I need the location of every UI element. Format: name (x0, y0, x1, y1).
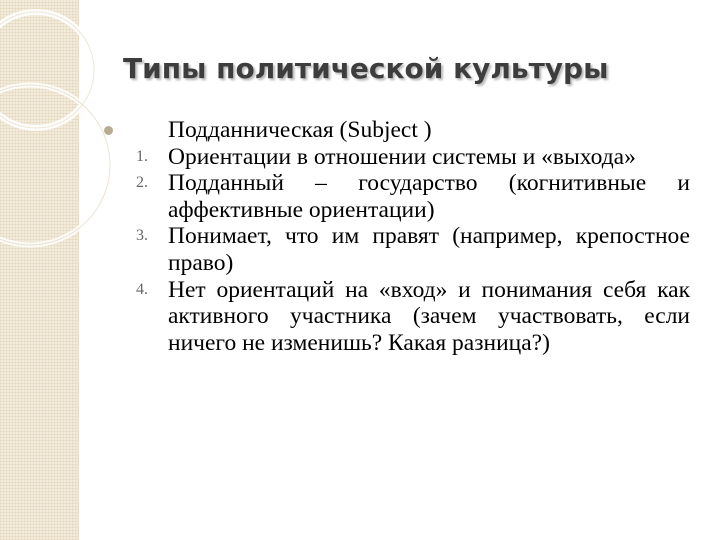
bullet-item (100, 117, 690, 144)
list-item-number: 3. (136, 227, 148, 245)
bullet-item-text: Подданническая (Subject ) (168, 117, 432, 143)
list-item-text: Ориентации в отношении системы и «выхода» (168, 143, 636, 170)
slide-content (100, 117, 690, 356)
list-item (100, 223, 690, 276)
list-item-text: Понимает, что им правят (например, крепостное право) (168, 223, 690, 276)
list-item-text: Подданный – государство (когнитивные и аффективные ориентации) (168, 170, 690, 223)
list-item (100, 144, 690, 171)
list-item-number: 2. (136, 174, 148, 192)
list-item (100, 277, 690, 357)
list-item (100, 170, 690, 223)
slide-title: Типы политической культуры (123, 52, 609, 85)
list-item-number: 1. (136, 147, 148, 165)
list-item-text: Нет ориентаций на «вход» и понимания себя как активного участника (зачем участвовать, если ничего не изменишь? Какая разница?) (168, 276, 690, 356)
bullet-dot-icon (104, 126, 113, 135)
list-item-number: 4. (136, 280, 148, 298)
